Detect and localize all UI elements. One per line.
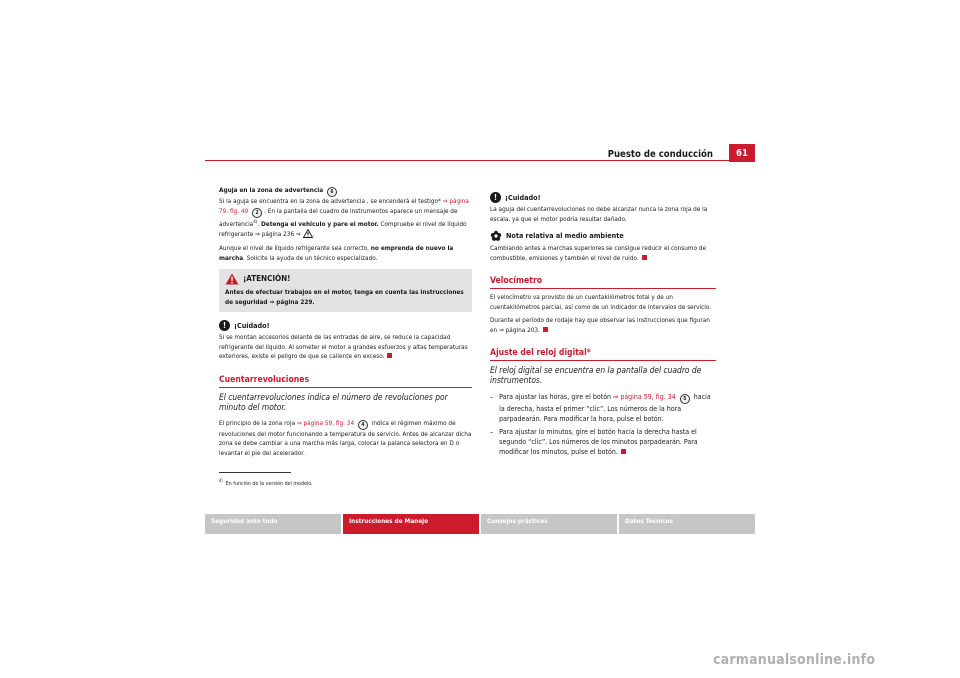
section-title-clock: Ajuste del reloj digital* — [490, 349, 716, 361]
caution-exclamation-icon: ! — [490, 192, 501, 203]
left-column — [219, 186, 472, 490]
flower-icon — [490, 230, 502, 242]
text: Para ajustar lo minutos, gire el botón hacia la derecha hasta el segundo “clic”. Los números de los minutos parpadearán. Para modificar los minutos, pulse el botón. — [499, 427, 698, 456]
footnote-text: En función de la versión del modelo. — [225, 481, 313, 487]
text: hacia la derecha, hasta el primer “clic”. Los números de la hora parpadearán. Para modificar la hora, pulse el botón. — [499, 392, 711, 423]
tab-practical-tips[interactable]: Consejos prácticos — [481, 514, 617, 534]
paragraph-speedometer: El velocímetro va provisto de un cuentakilómetros total y de un cuentakilómetros parcial, así como de un indicador de intervalos de servicio. — [490, 292, 712, 311]
footnote-ref: 4) — [253, 219, 258, 225]
right-column — [490, 192, 716, 460]
end-marker-icon — [642, 255, 647, 260]
section-title-speedometer: Velocímetro — [490, 277, 716, 289]
text: Para ajustar las horas, gire el botón — [499, 392, 612, 401]
page-header-title: Puesto de conducción — [607, 149, 713, 160]
tab-safety[interactable]: Seguridad ante todo — [205, 514, 341, 534]
footnote-mark: 4) — [219, 478, 223, 484]
tab-operating-instructions[interactable]: Instrucciones de Manejo — [343, 514, 479, 534]
text: Aunque el nivel de líquido refrigerante sea correcto, — [219, 243, 369, 252]
text: Compruebe el nivel de líquido refrigerante ⇒ página 236 ⇒ — [219, 219, 467, 239]
list-dash: – — [490, 427, 494, 436]
text: Si la aguja se encuentra en la zona de advertencia , se encenderá el testigo* — [219, 197, 441, 205]
page-link[interactable]: ⇒ página 59, fig. 34 — [296, 418, 355, 427]
paragraph-break-in — [490, 316, 716, 335]
section-title-tachometer: Cuentarrevoluciones — [219, 376, 472, 388]
callout-key: 6 — [327, 187, 337, 197]
list-item-text — [499, 427, 716, 457]
warning-box — [219, 269, 472, 312]
text: . Solicite la ayuda de un técnico especializado. — [243, 253, 378, 262]
caution-text — [219, 333, 472, 362]
section-subtitle: El cuentarrevoluciones indica el número de revoluciones por minuto del motor. — [219, 391, 448, 413]
text: Durante el período de rodaje hay que observar las instrucciones que figuran en ⇒ página 203. — [490, 316, 710, 334]
header-rule — [205, 160, 755, 161]
list-item — [490, 427, 716, 457]
chapter-tab-bar — [205, 514, 755, 534]
paragraph-warning-zone — [219, 186, 472, 240]
caution-text: La aguja del cuentarrevoluciones no debe alcanzar nunca la zona roja de la escala, ya que el motor podría resultar dañado. — [490, 205, 708, 223]
paragraph-heading: Aguja en la zona de advertencia — [219, 186, 324, 194]
page-link[interactable]: ⇒ página 79, fig. 49 — [219, 197, 469, 215]
text: indica el régimen máximo de revoluciones del motor funcionando a temperatura de servicio. Antes de alcanzar dicha zona se debe cambiar a una marcha más larga, colocar la palanca selectora en D o levantar el pie del acelerador. — [219, 418, 472, 457]
tab-technical-data[interactable]: Datos Técnicos — [619, 514, 755, 534]
text: Si se montan accesorios delante de las entradas de aire, se reduce la capacidad refrigerante del líquido. Al someter el motor a grandes esfuerzos y altas temperaturas exteriores, existe el peligro de que se caliente en exceso. — [219, 333, 468, 361]
warning-triangle-icon — [225, 273, 239, 285]
footnote-rule — [219, 472, 291, 473]
emphasis-text: Detenga el vehículo y pare el motor. — [261, 219, 379, 228]
watermark: carmanualsonline.info — [713, 652, 876, 668]
text: . — [312, 230, 315, 239]
warning-title: ¡ATENCIÓN! — [243, 274, 291, 284]
callout-key: 5 — [680, 394, 690, 404]
paragraph-red-zone — [219, 419, 472, 459]
footnote — [219, 476, 472, 489]
page-link[interactable]: ⇒ página 59, fig. 34 — [613, 392, 676, 401]
caution-exclamation-icon: ! — [219, 320, 230, 331]
text: . En la pantalla del cuadro de instrumentos aparece un mensaje de advertencia — [219, 206, 458, 228]
caution-title: ¡Cuidado! — [234, 320, 270, 330]
caution-title: ¡Cuidado! — [505, 192, 541, 202]
page-number: 61 — [729, 144, 755, 162]
environment-title: Nota relativa al medio ambiente — [506, 231, 624, 241]
section-subtitle: El reloj digital se encuentra en la pantalla del cuadro de instrumentos. — [490, 364, 702, 386]
caution-header — [490, 192, 716, 203]
environment-text — [490, 244, 716, 263]
paragraph-do-not-drive — [219, 244, 472, 263]
end-marker-icon — [387, 353, 392, 358]
callout-key: 4 — [358, 420, 368, 430]
list-item — [490, 392, 716, 424]
list-item-text — [499, 392, 716, 424]
emphasis-text: no emprenda de nuevo la marcha — [219, 243, 454, 262]
end-marker-icon — [543, 327, 548, 332]
text: . — [257, 219, 260, 228]
end-marker-icon — [621, 449, 626, 454]
list-dash: – — [490, 392, 494, 401]
warning-text: Antes de efectuar trabajos en el motor, tenga en cuenta las instrucciones de seguridad ⇒ página 229. — [225, 288, 464, 306]
text: El principio de la zona roja — [219, 418, 296, 427]
callout-key: 2 — [252, 208, 262, 218]
warning-triangle-icon — [303, 229, 313, 238]
environment-header — [490, 230, 716, 242]
caution-header — [219, 320, 472, 331]
text: Cambiando antes a marchas superiores se consigue reducir el consumo de combustible, emisiones y también el nivel de ruido. — [490, 244, 707, 262]
warning-header — [225, 273, 466, 285]
